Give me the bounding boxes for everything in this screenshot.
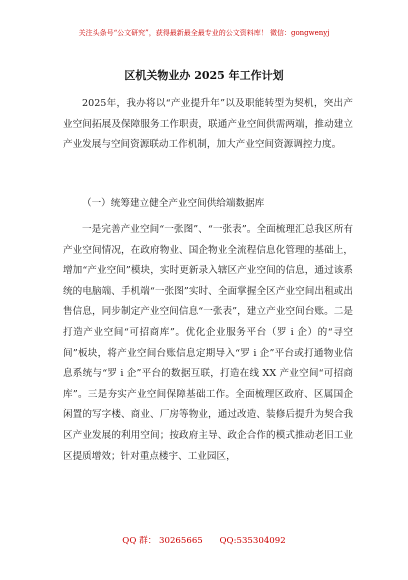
body-paragraph: 一是完善产业空间“一张图”、“一张表”。全面梳理汇总我区所有产业空间情况，在政府物业、国企物业全流程信息化管理的基础上，增加“产业空间”模块，实时更新录入辖区产业空间的信息，通过该系统的电脑端、手机端“一张图”实时、全面掌握全区产业空间出租或出售信息，同步制定产业空间信息“一张表”，建立产业空间台账。二是打造产业空间“可招商库”。优化企业服务平台（罗 i 企）的“寻空间”板块，将产业空间台账信息定期导入“罗 i 企”平台或打通物业信息系统与“罗 i 企”平台的数据互联，打造在线 XX 产业空间“可招商库”。三是夯实产业空间保障基础工作。全面梳理区政府、区属国企闲置的写字楼、商业、厂房等物业，通过改造、装修后提升为契合我区产业发展的利用空间；按政府主导、政企合作的模式推动老旧工业区提质增效；针对重点楼宇、工业园区，	[63, 224, 353, 462]
top-banner: 关注头条号“公文研究”，获得最新最全最专业的公文资料库！ 微信：gongwenyj	[78, 29, 330, 37]
footer-qq-group: QQ 群： 30265665	[122, 536, 203, 546]
intro-paragraph: 2025年，我办将以“产业提升年”以及职能转型为契机，突出产业空间拓展及保障服务工作职责，联通产业空间供需两端，推动建立产业发展与空间资源联动工作机制，加大产业空间资源调控力度。	[63, 98, 353, 151]
section-heading: （一）统筹建立健全产业空间供给端数据库	[82, 198, 265, 209]
footer-qq: QQ:535304092	[219, 536, 286, 546]
footer-contact	[0, 534, 408, 546]
document-title: 区机关物业办 2025 年工作计划	[124, 69, 284, 82]
